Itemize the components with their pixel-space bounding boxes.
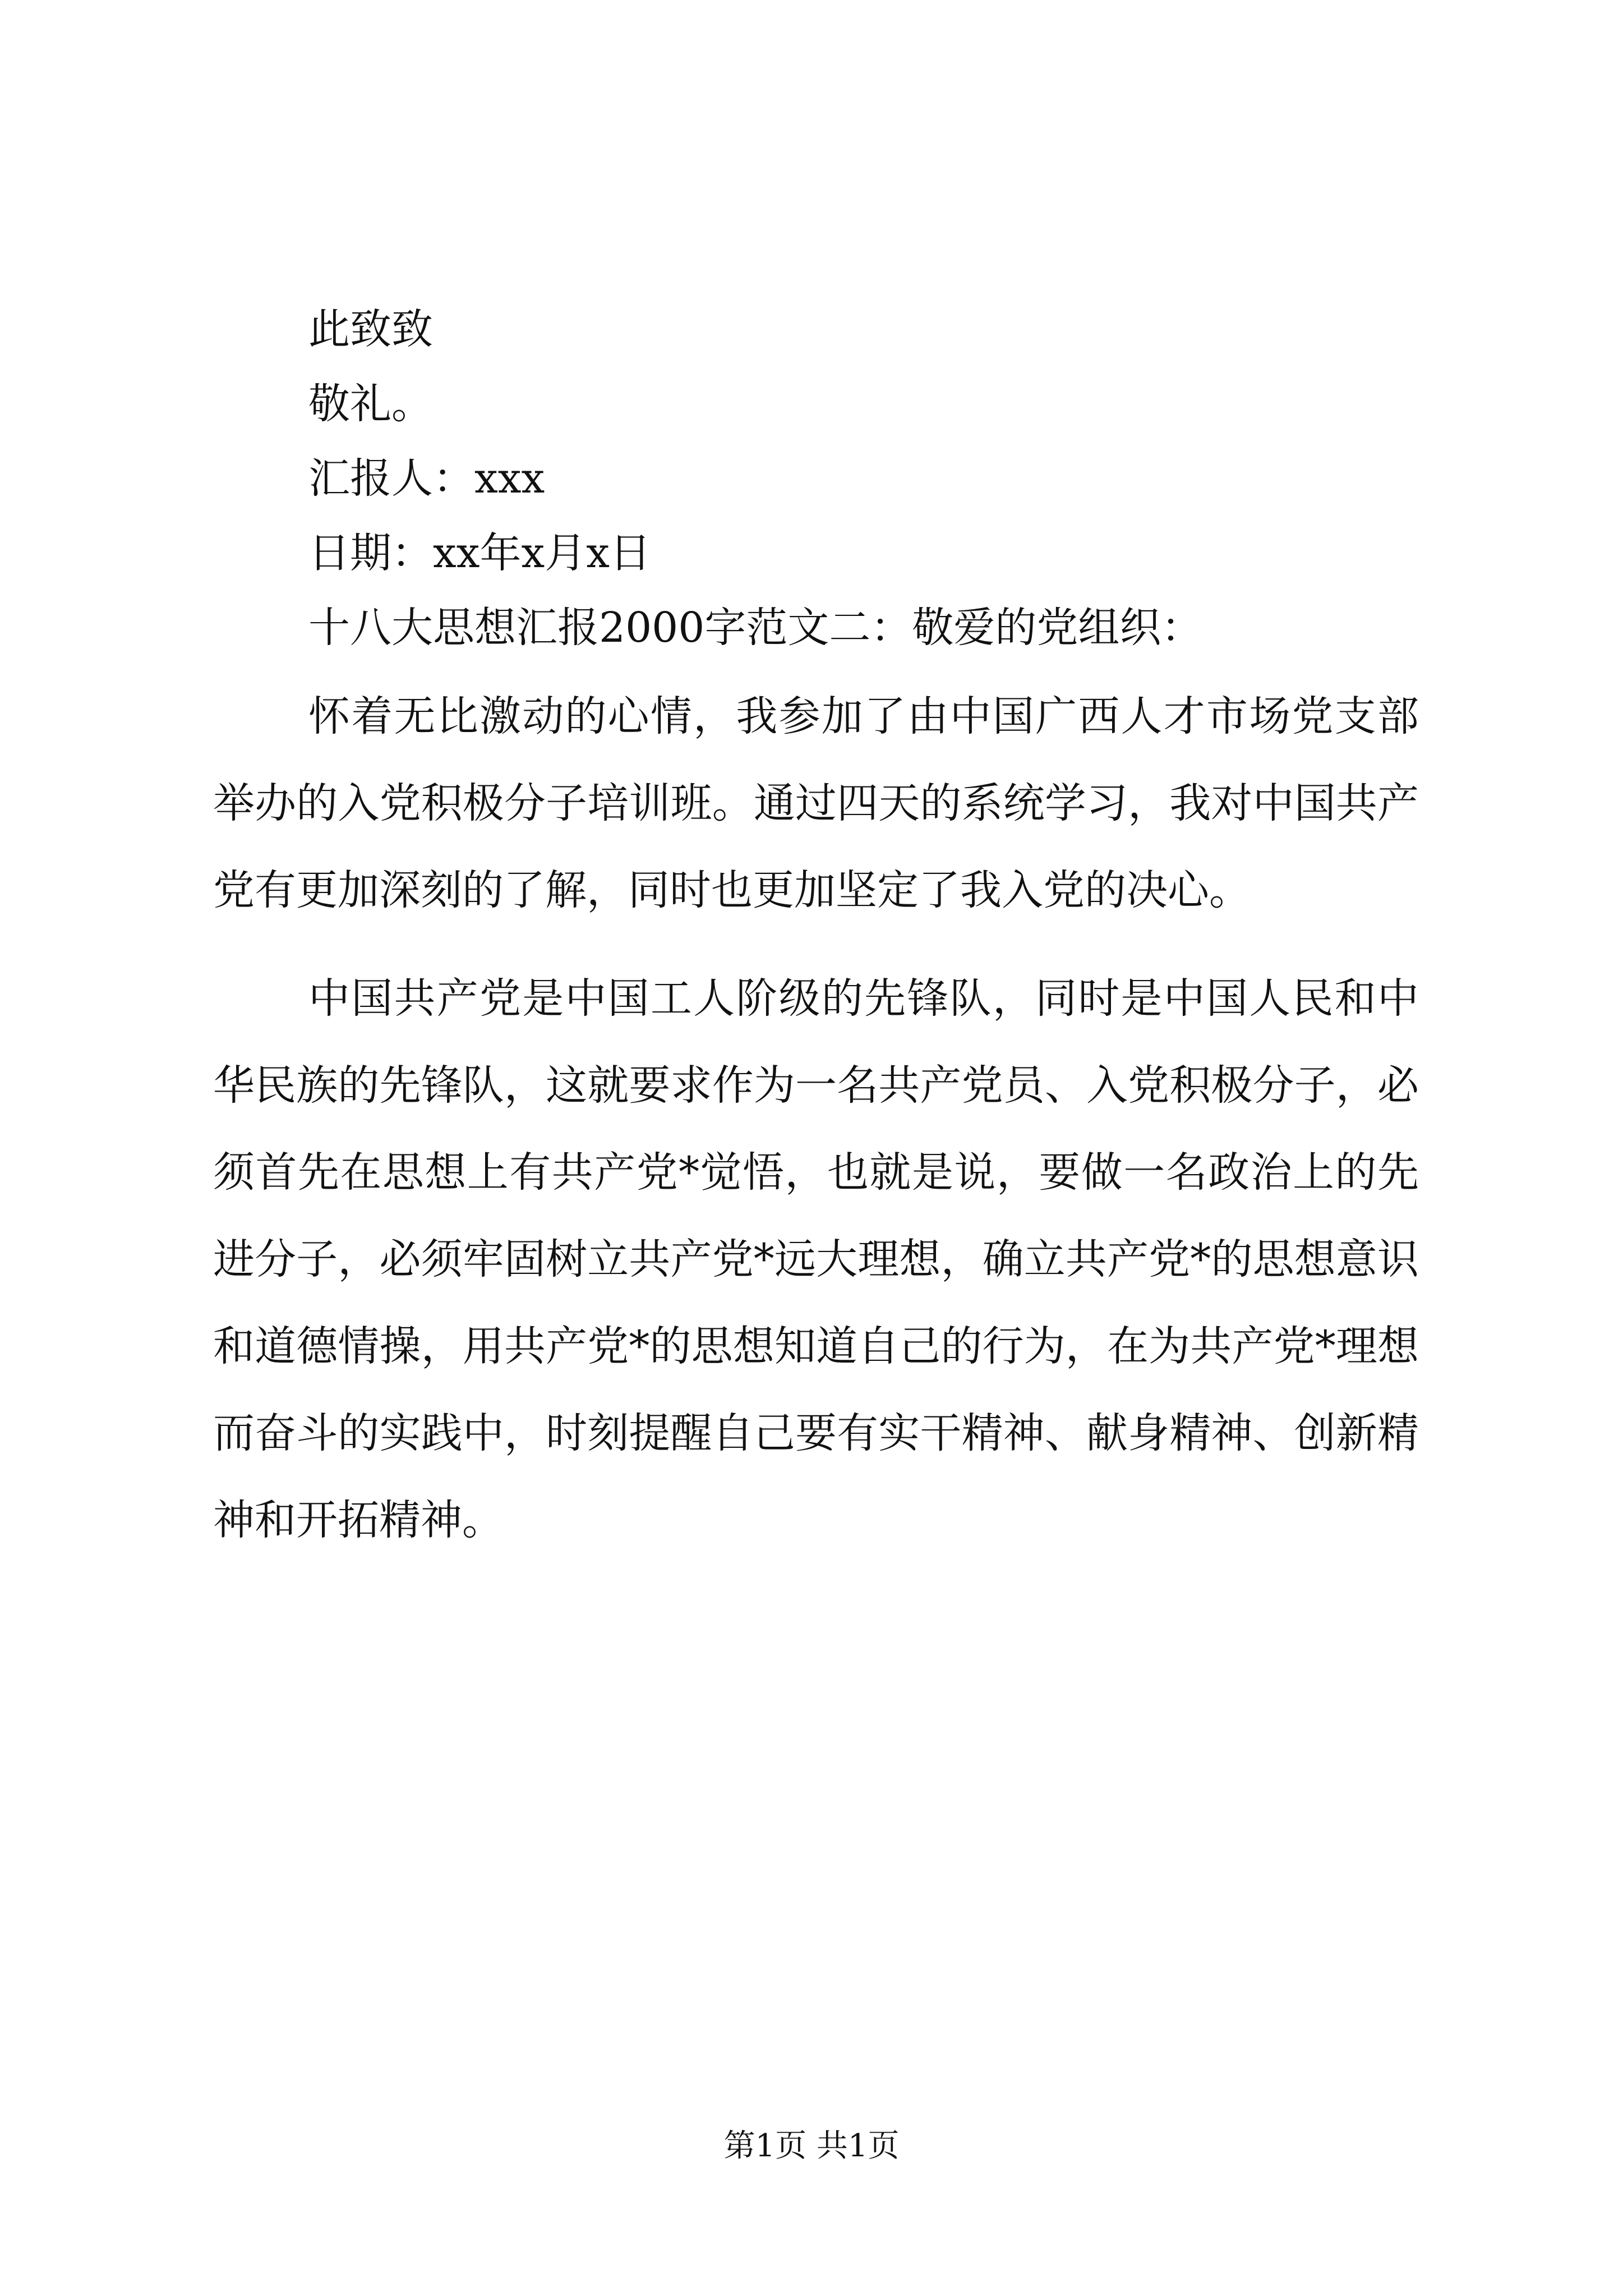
closing-regards: 敬礼。 (308, 380, 433, 428)
date-line: 日期：xx年x月x日 (308, 529, 651, 577)
page-footer: 第1页 共1页 (723, 2128, 900, 2164)
document-body (213, 300, 1419, 1585)
closing-salutation: 此致致 (308, 305, 433, 353)
paragraph: 中国共产党是中国工人阶级的先锋队，同时是中国人民和中华民族的先锋队，这就要求作为一名共产党员、入党积极分子，必须首先在思想上有共产党*觉悟，也就是说，要做一名政治上的先进分子，必须牢固树立共产党*远大理想，确立共产党*的思想意识和道德情操，用共产党*的思想知道自己的行为，在为共产党*理想而奋斗的实践中，时刻提醒自己要有实干精神、献身精神、创新精神和开拓精神。 (213, 974, 1419, 1544)
section-heading: 十八大思想汇报2000字范文二：敬爱的党组织： (308, 604, 1203, 652)
paragraph: 怀着无比激动的心情，我参加了由中国广西人才市场党支部举办的入党积极分子培训班。通过四天的系统学习，我对中国共产党有更加深刻的了解，同时也更加坚定了我入党的决心。 (213, 692, 1419, 914)
reporter-line: 汇报人：xxx (308, 454, 545, 503)
